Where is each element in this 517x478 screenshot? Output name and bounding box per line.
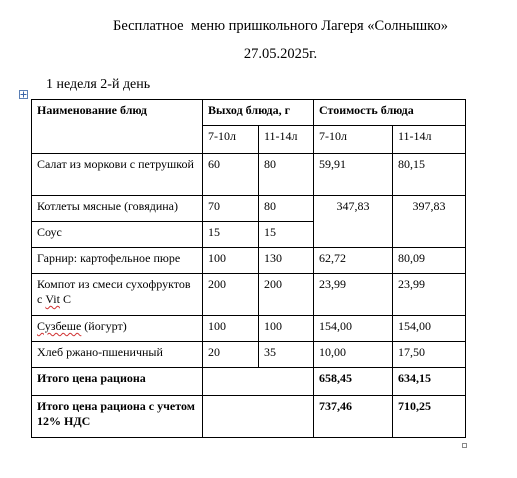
total-empty-cell — [203, 396, 314, 438]
cost-11-14: 80,15 — [393, 154, 466, 196]
yield-11-14: 80 — [259, 196, 314, 222]
header-yield-7-10: 7-10л — [203, 126, 259, 154]
cost-7-10: 347,83 — [314, 196, 393, 248]
yield-11-14: 80 — [259, 154, 314, 196]
dish-name — [32, 316, 203, 342]
week-day-label: 1 неделя 2-й день — [46, 77, 151, 92]
total-empty-cell — [203, 368, 314, 396]
yield-7-10: 100 — [203, 316, 259, 342]
cost-7-10: 62,72 — [314, 248, 393, 274]
yield-7-10: 100 — [203, 248, 259, 274]
cost-7-10: 23,99 — [314, 274, 393, 316]
header-yield: Выход блюда, г — [203, 100, 314, 126]
table-row — [32, 274, 466, 316]
document-date: 27.05.2025г. — [243, 46, 318, 62]
dish-name: Хлеб ржано-пшеничный — [32, 342, 203, 368]
yield-11-14: 15 — [259, 222, 314, 248]
dish-name — [32, 274, 203, 316]
table-row — [32, 248, 466, 274]
dish-name-part: С — [59, 292, 71, 306]
table-row — [32, 154, 466, 196]
header-dish-name: Наименование блюд — [32, 100, 203, 154]
spellcheck-marked-word: Сузбеше — [37, 319, 82, 333]
total-cost-7-10: 658,45 — [314, 368, 393, 396]
table-resize-handle[interactable] — [462, 443, 467, 448]
dish-name: Салат из моркови с петрушкой — [32, 154, 203, 196]
total-row — [32, 368, 466, 396]
yield-11-14: 130 — [259, 248, 314, 274]
yield-7-10: 70 — [203, 196, 259, 222]
yield-11-14: 200 — [259, 274, 314, 316]
yield-7-10: 60 — [203, 154, 259, 196]
dish-name: Гарнир: картофельное пюре — [32, 248, 203, 274]
table-move-handle-icon[interactable] — [19, 90, 28, 99]
cost-11-14: 154,00 — [393, 316, 466, 342]
total-label: Итого цена рациона — [32, 368, 203, 396]
total-vat-cost-11-14: 710,25 — [393, 396, 466, 438]
yield-7-10: 20 — [203, 342, 259, 368]
dish-name: Соус — [32, 222, 203, 248]
dish-name: Котлеты мясные (говядина) — [32, 196, 203, 222]
header-cost-7-10: 7-10л — [314, 126, 393, 154]
yield-7-10: 200 — [203, 274, 259, 316]
cost-11-14: 397,83 — [393, 196, 466, 248]
dish-name-part: Компот из смеси сухофруктов с — [37, 277, 191, 306]
header-cost: Стоимость блюда — [314, 100, 466, 126]
cost-7-10: 154,00 — [314, 316, 393, 342]
yield-11-14: 100 — [259, 316, 314, 342]
total-vat-cost-7-10: 737,46 — [314, 396, 393, 438]
table-row — [32, 342, 466, 368]
yield-11-14: 35 — [259, 342, 314, 368]
cost-7-10: 59,91 — [314, 154, 393, 196]
cost-11-14: 17,50 — [393, 342, 466, 368]
table-header-row — [32, 100, 466, 126]
cost-11-14: 80,09 — [393, 248, 466, 274]
header-yield-11-14: 11-14л — [259, 126, 314, 154]
total-vat-label: Итого цена рациона с учетом 12% НДС — [32, 396, 203, 438]
header-cost-11-14: 11-14л — [393, 126, 466, 154]
total-cost-11-14: 634,15 — [393, 368, 466, 396]
cost-11-14: 23,99 — [393, 274, 466, 316]
total-vat-row — [32, 396, 466, 438]
table-row — [32, 316, 466, 342]
spellcheck-marked-word: Vit — [45, 292, 60, 306]
cost-7-10: 10,00 — [314, 342, 393, 368]
menu-table — [31, 99, 466, 438]
dish-name-part: (йогурт) — [81, 319, 127, 333]
table-row — [32, 196, 466, 222]
document-title: Бесплатное меню пришкольного Лагеря «Солнышко» — [113, 18, 448, 34]
yield-7-10: 15 — [203, 222, 259, 248]
